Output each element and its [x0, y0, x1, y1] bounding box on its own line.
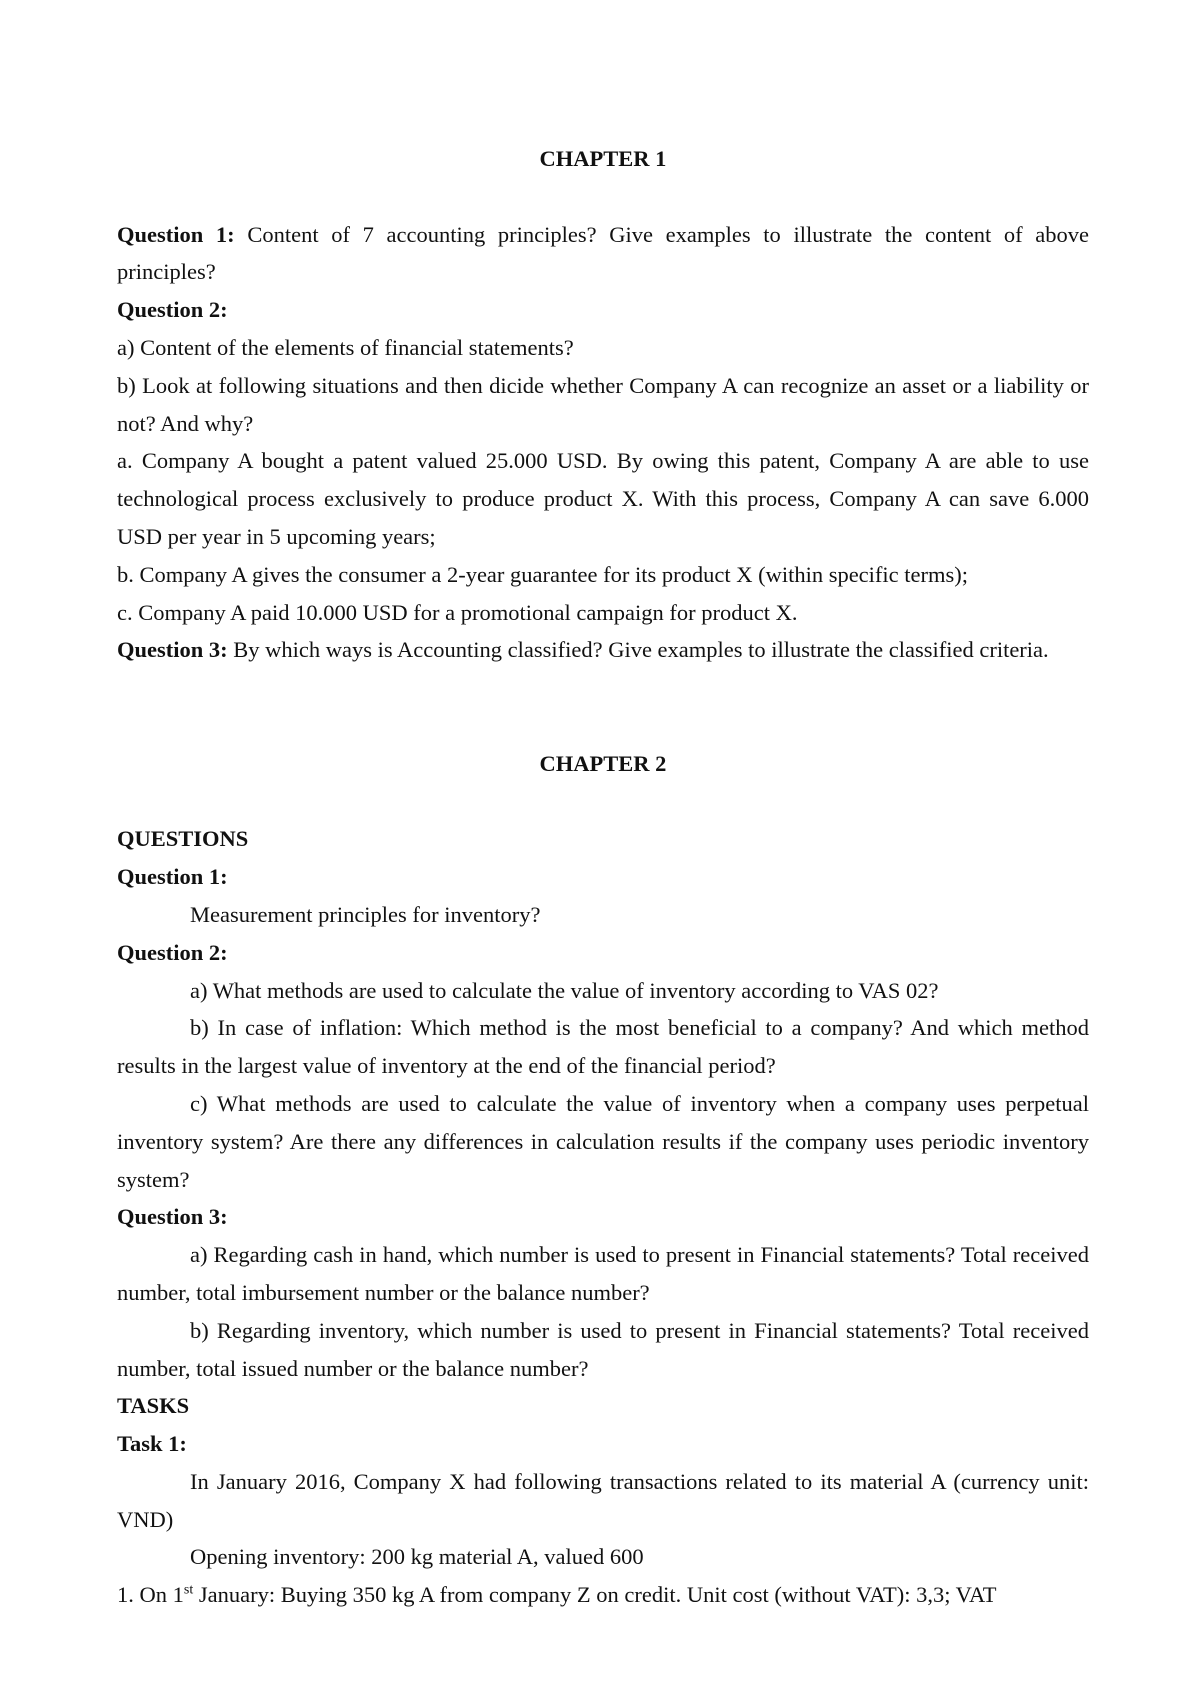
ch1-question-2-a: a) Content of the elements of financial statements? — [117, 334, 574, 360]
ch1-question-1 — [117, 216, 1089, 292]
ch1-question-3-text: By which ways is Accounting classified? Give examples to illustrate the classified criteria. — [227, 637, 1049, 663]
ch2-task-1-opening: Opening inventory: 200 kg material A, valued 600 — [190, 1544, 644, 1570]
item-1-prefix: 1. On 1 — [117, 1582, 184, 1608]
ch2-question-1-text: Measurement principles for inventory? — [190, 901, 541, 927]
ch2-task-1-intro: In January 2016, Company X had following transactions related to its material A (currency unit: VND) — [117, 1468, 1089, 1532]
ch1-question-3 — [117, 631, 1089, 669]
chapter-1-title: CHAPTER 1 — [539, 146, 667, 171]
chapter-2-title: CHAPTER 2 — [539, 750, 667, 776]
item-1-superscript: st — [183, 1582, 194, 1598]
ch2-question-2-c: c) What methods are used to calculate the value of inventory when a company uses perpetual inventory system? Are there any differences in calculation results if the company uses periodic inventory system? — [117, 1090, 1089, 1192]
ch1-question-2-b: b) Look at following situations and then dicide whether Company A can recognize an asset or a liability or not? And why? — [117, 372, 1089, 436]
ch2-question-2-b: b) In case of inflation: Which method is the most beneficial to a company? And which method results in the largest value of inventory at the end of the financial period? — [117, 1015, 1089, 1079]
spacer — [117, 669, 1089, 745]
ch1-situation-c: c. Company A paid 10.000 USD for a promotional campaign for product X. — [117, 599, 798, 625]
ch1-situation-a: a. Company A bought a patent valued 25.000 USD. By owing this patent, Company A are able to use technological process exclusively to produce product X. With this process, Company A can save 6.000 USD per year in 5 upcoming years; — [117, 448, 1089, 549]
item-1-rest: January: Buying 350 kg A from company Z on credit. Unit cost (without VAT): 3,3; VAT — [193, 1582, 997, 1608]
ch2-task-1-label: Task 1: — [117, 1431, 187, 1457]
ch2-question-1-label: Question 1: — [117, 864, 228, 890]
ch2-questions-heading: QUESTIONS — [117, 826, 249, 852]
ch2-question-3-a: a) Regarding cash in hand, which number is used to present in Financial statements? Total received number, total imbursement number or the balance number? — [117, 1242, 1089, 1305]
ch1-question-2-label: Question 2: — [117, 297, 228, 323]
ch2-question-3-label: Question 3: — [117, 1204, 228, 1230]
spacer — [117, 178, 1089, 216]
ch1-question-1-label: Question 1: — [117, 221, 235, 247]
ch1-situation-b: b. Company A gives the consumer a 2-year guarantee for its product X (within specific terms); — [117, 561, 969, 587]
ch2-question-2-a: a) What methods are used to calculate the value of inventory according to VAS 02? — [190, 977, 939, 1003]
ch1-question-1-text: Content of 7 accounting principles? Give examples to illustrate the content of above principles? — [117, 221, 1089, 285]
ch2-question-2-label: Question 2: — [117, 939, 228, 965]
ch2-tasks-heading: TASKS — [117, 1393, 190, 1419]
document-page — [117, 140, 1089, 1614]
ch2-task-1-item-1 — [117, 1576, 1089, 1614]
ch2-question-3-b: b) Regarding inventory, which number is used to present in Financial statements? Total received number, total issued number or the balance number? — [117, 1317, 1089, 1381]
ch1-question-3-label: Question 3: — [117, 637, 228, 663]
spacer — [117, 783, 1089, 821]
